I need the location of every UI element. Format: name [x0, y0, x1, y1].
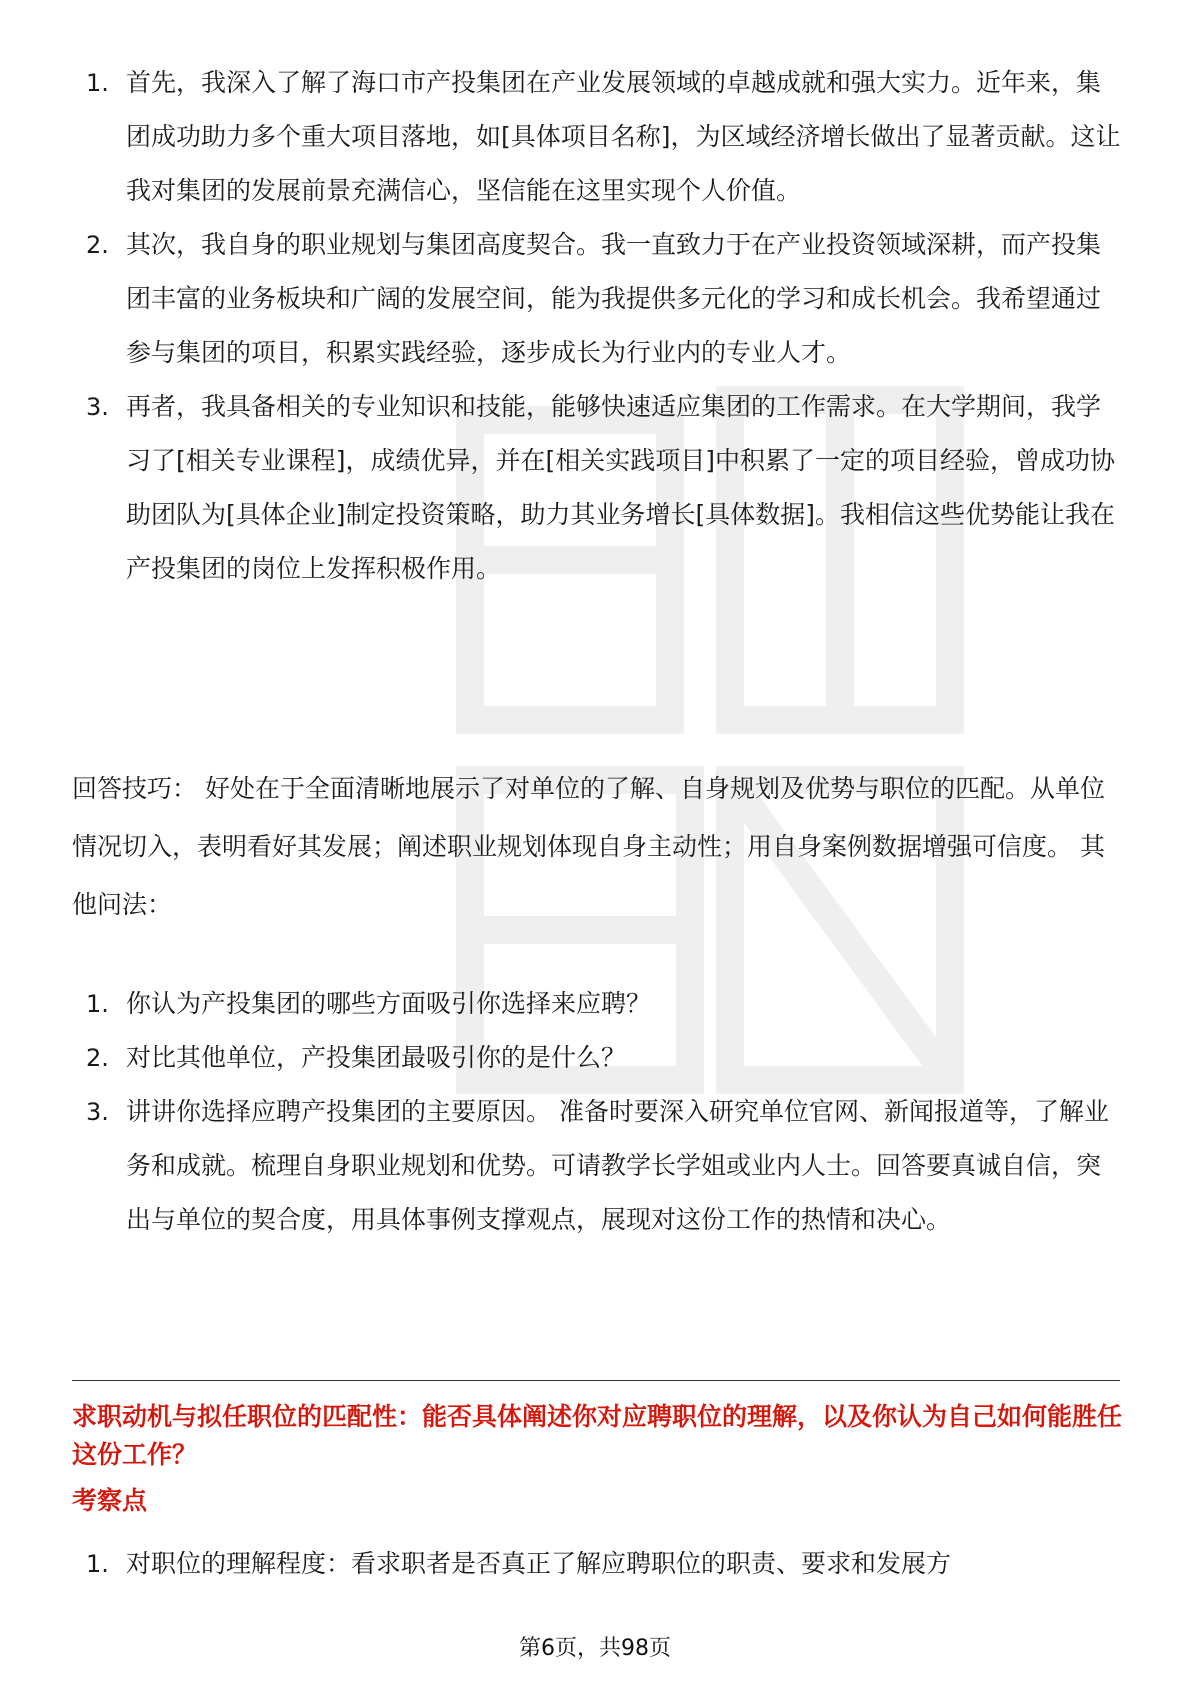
list-item [72, 56, 1122, 218]
list-number: 1. [86, 69, 109, 97]
focus-heading: 考察点 [72, 1486, 148, 1515]
question-heading: 求职动机与拟任职位的匹配性：能否具体阐述你对应聘职位的理解，以及你认为自己如何能胜任这份工作？ [72, 1402, 1123, 1469]
list-number: 1. [86, 1550, 109, 1578]
list-number: 2. [86, 231, 109, 259]
list-item [72, 218, 1122, 380]
list-number: 3. [86, 1098, 109, 1126]
list-number: 3. [86, 393, 109, 421]
alternate-questions-list [72, 977, 1122, 1247]
list-item-text: 对比其他单位，产投集团最吸引你的是什么？ [126, 1043, 627, 1072]
list-item-text: 再者，我具备相关的专业知识和技能，能够快速适应集团的工作需求。在大学期间，我学习了[相关专业课程]，成绩优异，并在[相关实践项目]中积累了一定的项目经验，曾成功协助团队为[具体企业]制定投资策略，助力其业务增长[具体数据]。我相信这些优势能让我在产投集团的岗位上发挥积极作用。 [126, 392, 1116, 583]
list-item-text: 讲讲你选择应聘产投集团的主要原因。 准备时要深入研究单位官网、新闻报道等，了解业务和成就。梳理自身职业规划和优势。可请教学长学姐或业内人士。回答要真诚自信，突出与单位的契合度，用具体事例支撑观点，展现对这份工作的热情和决心。 [126, 1097, 1109, 1234]
list-item [72, 1085, 1122, 1247]
list-number: 2. [86, 1044, 109, 1072]
page-footer: 第6页，共98页 [519, 1636, 671, 1661]
list-item [72, 977, 1122, 1031]
list-item-text: 其次，我自身的职业规划与集团高度契合。我一直致力于在产业投资领域深耕，而产投集团丰富的业务板块和广阔的发展空间，能为我提供多元化的学习和成长机会。我希望通过参与集团的项目，积累实践经验，逐步成长为行业内的专业人才。 [126, 230, 1102, 367]
reasons-list [72, 56, 1122, 596]
list-item-text: 你认为产投集团的哪些方面吸引你选择来应聘？ [126, 989, 652, 1018]
list-item [72, 380, 1122, 596]
list-item [72, 1031, 1122, 1085]
focus-points-list [72, 1537, 1122, 1591]
section-divider [72, 1380, 1120, 1381]
list-item-text: 首先，我深入了解了海口市产投集团在产业发展领域的卓越成就和强大实力。近年来，集团成功助力多个重大项目落地，如[具体项目名称]，为区域经济增长做出了显著贡献。这让我对集团的发展前景充满信心，坚信能在这里实现个人价值。 [126, 68, 1121, 205]
list-number: 1. [86, 990, 109, 1018]
list-item-text: 对职位的理解程度：看求职者是否真正了解应聘职位的职责、要求和发展方 [126, 1549, 952, 1578]
tips-paragraph: 回答技巧： 好处在于全面清晰地展示了对单位的了解、自身规划及优势与职位的匹配。从单位情况切入，表明看好其发展；阐述职业规划体现自身主动性；用自身案例数据增强可信度。 其他问法： [72, 774, 1105, 919]
list-item [72, 1537, 1122, 1591]
